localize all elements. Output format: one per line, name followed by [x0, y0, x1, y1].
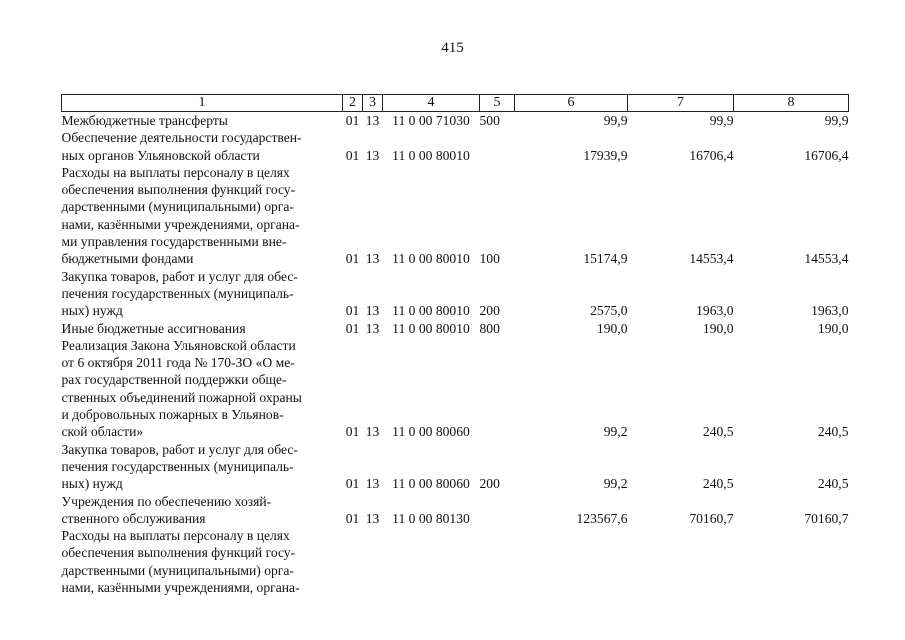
cell-c4: 11 0 00 80060 [392, 424, 470, 440]
row-name-cell [62, 164, 343, 268]
cell-c6: 15174,9 [583, 251, 628, 267]
cell-c8: 1963,0 [811, 303, 849, 319]
cell-c7: 16706,4 [689, 147, 734, 163]
cell-c6: 99,2 [603, 476, 628, 492]
row-name-line: ных) нужд [61, 303, 123, 319]
cell-c4 [383, 527, 480, 596]
row-name-line: ственных объединений пожарной охраны [61, 389, 302, 405]
column-header: 4 [383, 95, 480, 112]
cell-c7: 190,0 [702, 320, 734, 336]
cell-c2: 01 [345, 113, 360, 128]
row-name-line: обеспечения выполнения функций госу- [61, 545, 296, 561]
row-name-line: ных органов Ульяновской области [61, 147, 260, 163]
cell-c3: 13 [365, 113, 380, 128]
cell-c5: 800 [479, 320, 500, 336]
row-name-line: Обеспечение деятельности государствен- [61, 130, 302, 146]
row-name-line: Учреждения по обеспечению хозяй- [61, 493, 272, 509]
cell-c8: 190,0 [817, 320, 849, 336]
cell-c5 [480, 129, 515, 164]
cell-c5 [480, 527, 515, 596]
cell-c7: 240,5 [702, 424, 734, 440]
cell-c2: 01 [345, 424, 360, 440]
table-row [62, 268, 849, 320]
row-name-line: Реализация Закона Ульяновской области [61, 337, 296, 353]
row-name-line: ской области» [61, 424, 144, 440]
row-name-line: Межбюджетные трансферты [61, 113, 228, 128]
cell-c5: 500 [479, 113, 500, 128]
row-name-line: рах государственной поддержки обще- [61, 372, 287, 388]
cell-c8: 16706,4 [804, 147, 849, 163]
row-name-cell [62, 493, 343, 528]
cell-c4: 11 0 00 80130 [392, 510, 470, 526]
cell-c3 [363, 527, 383, 596]
row-name-line: Расходы на выплаты персоналу в целях [61, 164, 290, 180]
cell-c4: 11 0 00 80010 [392, 147, 470, 163]
table-row [62, 129, 849, 164]
cell-c2 [343, 527, 363, 596]
cell-c3: 13 [365, 251, 380, 267]
row-name-cell [62, 337, 343, 441]
cell-c3: 13 [365, 510, 380, 526]
cell-c2: 01 [345, 251, 360, 267]
cell-c5: 200 [479, 476, 500, 492]
row-name-cell [62, 268, 343, 320]
cell-c3: 13 [365, 303, 380, 319]
cell-c8: 70160,7 [804, 510, 849, 526]
cell-c5 [480, 337, 515, 441]
row-name-line: дарственными (муниципальными) орга- [61, 199, 294, 215]
cell-c5: 200 [479, 303, 500, 319]
cell-c7: 99,9 [709, 113, 734, 128]
cell-c7: 240,5 [702, 476, 734, 492]
column-header: 5 [480, 95, 515, 112]
cell-c7 [628, 527, 734, 596]
cell-c2: 01 [345, 510, 360, 526]
cell-c4: 11 0 00 80010 [392, 303, 470, 319]
cell-c2: 01 [345, 303, 360, 319]
cell-c6 [515, 527, 628, 596]
column-header-row [62, 95, 849, 112]
row-name-line: ных) нужд [61, 476, 123, 492]
cell-c2: 01 [345, 320, 360, 336]
cell-c5: 100 [479, 251, 500, 267]
row-name-line: от 6 октября 2011 года № 170-ЗО «О ме- [61, 355, 295, 371]
table-row [62, 164, 849, 268]
row-name-line: ми управления государственными вне- [61, 234, 287, 250]
row-name-line: Закупка товаров, работ и услуг для обес- [61, 268, 298, 284]
column-header: 8 [734, 95, 849, 112]
column-header: 3 [363, 95, 383, 112]
budget-table [61, 94, 849, 596]
row-name-line: нами, казёнными учреждениями, органа- [61, 580, 300, 596]
row-name-line: печения государственных (муниципаль- [61, 285, 294, 301]
column-header: 1 [62, 95, 343, 112]
cell-c7: 14553,4 [689, 251, 734, 267]
column-header: 6 [515, 95, 628, 112]
table-row [62, 441, 849, 493]
cell-c2: 01 [345, 147, 360, 163]
column-header: 7 [628, 95, 734, 112]
row-name-line: ственного обслуживания [61, 510, 206, 526]
cell-c2: 01 [345, 476, 360, 492]
cell-c8: 240,5 [817, 476, 849, 492]
cell-c3: 13 [365, 476, 380, 492]
row-name-line: Расходы на выплаты персоналу в целях [61, 528, 290, 544]
cell-c4: 11 0 00 80010 [392, 251, 470, 267]
row-name-line: дарственными (муниципальными) орга- [61, 562, 294, 578]
cell-c6: 190,0 [596, 320, 628, 336]
cell-c8 [734, 527, 849, 596]
cell-c6: 17939,9 [583, 147, 628, 163]
cell-c6: 99,2 [603, 424, 628, 440]
page-number: 415 [441, 40, 464, 56]
table-row [62, 493, 849, 528]
cell-c8: 99,9 [824, 113, 849, 128]
cell-c7: 70160,7 [689, 510, 734, 526]
row-name-line: и добровольных пожарных в Ульянов- [61, 407, 284, 423]
row-name-line: Иные бюджетные ассигнования [61, 320, 246, 336]
cell-c3: 13 [365, 147, 380, 163]
row-name-line: бюджетными фондами [61, 251, 194, 267]
row-name-line: Закупка товаров, работ и услуг для обес- [61, 441, 298, 457]
cell-c4: 11 0 00 80060 [392, 476, 470, 492]
cell-c6: 99,9 [603, 113, 628, 128]
column-header: 2 [343, 95, 363, 112]
cell-c4: 11 0 00 71030 [392, 113, 470, 128]
row-name-cell [62, 112, 343, 130]
row-name-cell [62, 129, 343, 164]
cell-c3: 13 [365, 320, 380, 336]
table-row [62, 320, 849, 337]
cell-c7: 1963,0 [696, 303, 734, 319]
cell-c4: 11 0 00 80010 [392, 320, 470, 336]
table-row [62, 112, 849, 130]
table-body [62, 112, 849, 597]
cell-c8: 240,5 [817, 424, 849, 440]
cell-c6: 2575,0 [590, 303, 628, 319]
table-row [62, 527, 849, 596]
row-name-cell [62, 320, 343, 337]
table-row [62, 337, 849, 441]
row-name-line: печения государственных (муниципаль- [61, 458, 294, 474]
cell-c5 [480, 493, 515, 528]
row-name-line: нами, казёнными учреждениями, органа- [61, 216, 300, 232]
cell-c3: 13 [365, 424, 380, 440]
cell-c8: 14553,4 [804, 251, 849, 267]
cell-c6: 123567,6 [576, 510, 628, 526]
row-name-cell [62, 441, 343, 493]
row-name-cell [62, 527, 343, 596]
row-name-line: обеспечения выполнения функций госу- [61, 182, 296, 198]
